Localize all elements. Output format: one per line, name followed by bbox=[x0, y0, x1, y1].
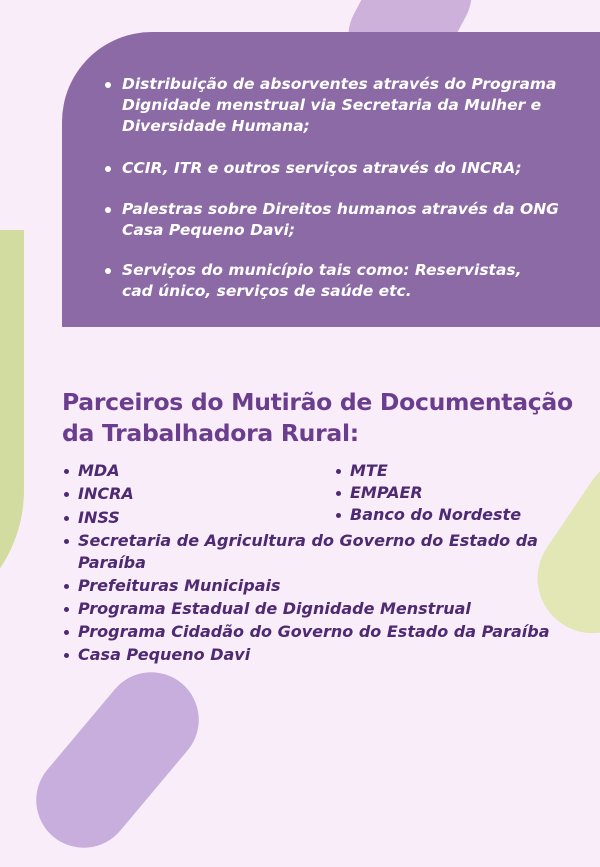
bullet-icon bbox=[336, 469, 341, 474]
partner-item-text: INSS bbox=[78, 508, 120, 527]
service-item-text: Serviços do município tais como: Reservistas, cad único, serviços de saúde etc. bbox=[122, 261, 522, 300]
bullet-icon bbox=[64, 539, 69, 544]
partner-item-text: EMPAER bbox=[350, 483, 423, 502]
bullet-icon bbox=[105, 268, 111, 274]
service-item-text: CCIR, ITR e outros serviços através do INCRA; bbox=[122, 159, 522, 177]
bullet-icon bbox=[105, 166, 111, 172]
bullet-icon bbox=[64, 630, 69, 635]
partner-item-text: Programa Estadual de Dignidade Menstrual bbox=[78, 599, 471, 618]
bullet-icon bbox=[64, 584, 69, 589]
partner-item bbox=[78, 483, 134, 505]
service-item bbox=[122, 260, 532, 302]
bullet-icon bbox=[336, 513, 341, 518]
partner-item bbox=[78, 507, 120, 529]
partner-item-text: Secretaria de Agricultura do Governo do Estado da Paraíba bbox=[78, 531, 538, 572]
bullet-icon bbox=[336, 491, 341, 496]
partner-item bbox=[78, 460, 120, 482]
service-item bbox=[122, 74, 562, 137]
bullet-icon bbox=[64, 492, 69, 497]
bullet-icon bbox=[64, 653, 69, 658]
partner-item-text: Prefeituras Municipais bbox=[78, 576, 281, 595]
partner-item-text: MTE bbox=[350, 461, 388, 480]
services-panel bbox=[62, 32, 600, 327]
partner-item-text: Banco do Nordeste bbox=[350, 505, 522, 524]
bullet-icon bbox=[64, 607, 69, 612]
partner-item bbox=[78, 575, 281, 597]
partner-item bbox=[78, 644, 250, 666]
decorative-pill-bottom bbox=[17, 653, 218, 867]
partner-item-text: Casa Pequeno Davi bbox=[78, 645, 251, 664]
bullet-icon bbox=[64, 516, 69, 521]
service-item bbox=[122, 199, 562, 241]
partner-item bbox=[350, 460, 388, 482]
partners-heading: Parceiros do Mutirão de Documentação da Trabalhadora Rural: bbox=[62, 387, 573, 447]
partner-item bbox=[78, 598, 471, 620]
bullet-icon bbox=[105, 82, 111, 88]
partner-item-text: MDA bbox=[78, 461, 120, 480]
service-item bbox=[122, 158, 562, 179]
partner-item bbox=[350, 482, 423, 504]
service-item-text: Distribuição de absorventes através do Programa Dignidade menstrual via Secretaria da Mulher e Diversidade Humana; bbox=[122, 75, 557, 135]
partner-item-text: INCRA bbox=[78, 484, 134, 503]
partner-item bbox=[78, 530, 538, 574]
partner-item-text: Programa Cidadão do Governo do Estado da Paraíba bbox=[78, 622, 550, 641]
service-item-text: Palestras sobre Direitos humanos através da ONG Casa Pequeno Davi; bbox=[122, 200, 559, 239]
partner-item bbox=[78, 621, 550, 643]
bullet-icon bbox=[64, 469, 69, 474]
bullet-icon bbox=[105, 207, 111, 213]
decorative-arc-left bbox=[0, 230, 24, 630]
partner-item bbox=[350, 504, 521, 526]
